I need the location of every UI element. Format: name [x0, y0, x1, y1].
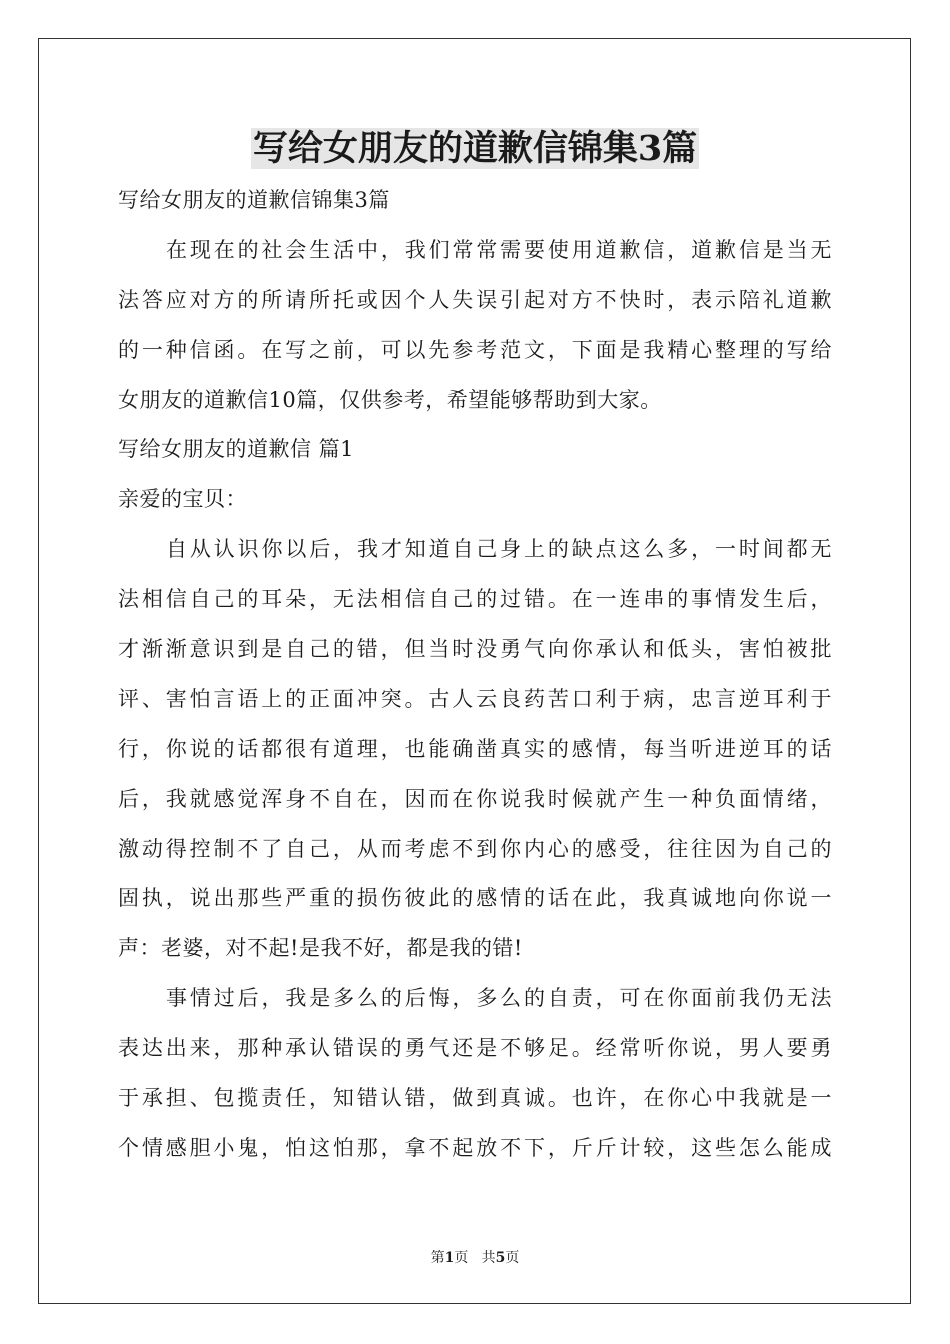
document-title — [0, 126, 950, 172]
page-prefix: 第 — [430, 1250, 445, 1266]
salutation-line: 亲爱的宝贝： — [118, 487, 247, 512]
subtitle-line: 写给女朋友的道歉信锦集3篇 — [118, 188, 390, 212]
paragraph-line: 自从认识你以后，我才知道自己身上的缺点这么多，一时间都无 — [166, 537, 832, 562]
page-number-footer — [0, 1248, 950, 1268]
document-title-text: 写给女朋友的道歉信锦集3篇 — [252, 128, 698, 169]
paragraph-line: 固执，说出那些严重的损伤彼此的感情的话在此，我真诚地向你说一 — [118, 886, 832, 911]
current-page-number: 1 — [444, 1250, 455, 1266]
paragraph-line: 的一种信函。在写之前，可以先参考范文，下面是我精心整理的写给 — [118, 337, 832, 362]
page-mid: 页 共 — [454, 1250, 496, 1266]
paragraph-line: 法答应对方的所请所托或因个人失误引起对方不快时，表示陪礼道歉 — [118, 287, 832, 312]
paragraph-line: 法相信自己的耳朵，无法相信自己的过错。在一连串的事情发生后， — [118, 587, 832, 612]
paragraph-line: 表达出来，那种承认错误的勇气还是不够足。经常听你说，男人要勇 — [118, 1036, 832, 1061]
page-suffix: 页 — [505, 1250, 520, 1266]
total-page-number: 5 — [495, 1250, 506, 1266]
document-body — [118, 176, 832, 1174]
paragraph-line: 女朋友的道歉信10篇，仅供参考，希望能够帮助到大家。 — [118, 387, 662, 412]
paragraph-line: 行，你说的话都很有道理，也能确凿真实的感情，每当听进逆耳的话 — [118, 736, 832, 761]
section-heading: 写给女朋友的道歉信 篇1 — [118, 437, 355, 462]
paragraph-line: 个情感胆小鬼，怕这怕那，拿不起放不下，斤斤计较，这些怎么能成 — [118, 1135, 832, 1160]
paragraph-line: 评、害怕言语上的正面冲突。古人云良药苦口利于病，忠言逆耳利于 — [118, 686, 832, 711]
paragraph-line: 激动得控制不了自己，从而考虑不到你内心的感受，往往因为自己的 — [118, 836, 832, 861]
paragraph-line: 于承担、包揽责任，知错认错，做到真诚。也许，在你心中我就是一 — [118, 1086, 832, 1111]
paragraph-line: 在现在的社会生活中，我们常常需要使用道歉信，道歉信是当无 — [166, 237, 832, 262]
paragraph-line: 声：老婆，对不起!是我不好，都是我的错! — [118, 936, 523, 961]
paragraph-line: 事情过后，我是多么的后悔，多么的自责，可在你面前我仍无法 — [166, 986, 832, 1011]
paragraph-line: 后，我就感觉浑身不自在，因而在你说我时候就产生一种负面情绪， — [118, 786, 832, 811]
paragraph-line: 才渐渐意识到是自己的错，但当时没勇气向你承认和低头，害怕被批 — [118, 637, 832, 662]
